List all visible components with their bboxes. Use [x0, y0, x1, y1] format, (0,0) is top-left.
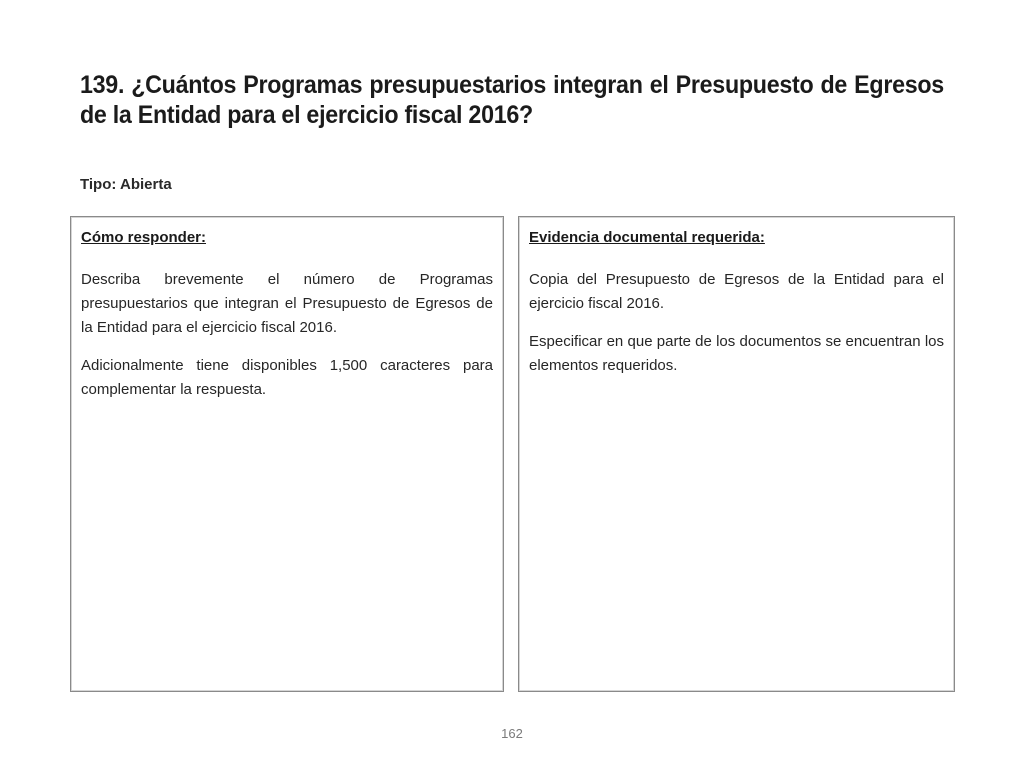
- evidence-paragraph-2: Especificar en que parte de los documentos se encuentran los elementos requeridos.: [529, 333, 944, 374]
- how-to-answer-heading: Cómo responder:: [81, 229, 207, 246]
- page-number: 162: [501, 726, 523, 741]
- how-to-answer-paragraph-2: Adicionalmente tiene disponibles 1,500 caracteres para complementar la respuesta.: [81, 357, 493, 398]
- how-to-answer-box: [70, 216, 504, 692]
- question-type: Tipo: Abierta: [80, 176, 172, 193]
- evidence-paragraph-1: Copia del Presupuesto de Egresos de la Entidad para el ejercicio fiscal 2016.: [529, 271, 944, 312]
- evidence-box: [518, 216, 955, 692]
- how-to-answer-paragraph-1: Describa brevemente el número de Programas presupuestarios que integran el Presupuesto de Egresos de la Entidad para el ejercicio fiscal 2016.: [81, 271, 493, 336]
- question-title: 139. ¿Cuántos Programas presupuestarios integran el Presupuesto de Egresos de la Entidad para el ejercicio fiscal 2016?: [80, 71, 944, 129]
- evidence-heading: Evidencia documental requerida:: [529, 229, 765, 246]
